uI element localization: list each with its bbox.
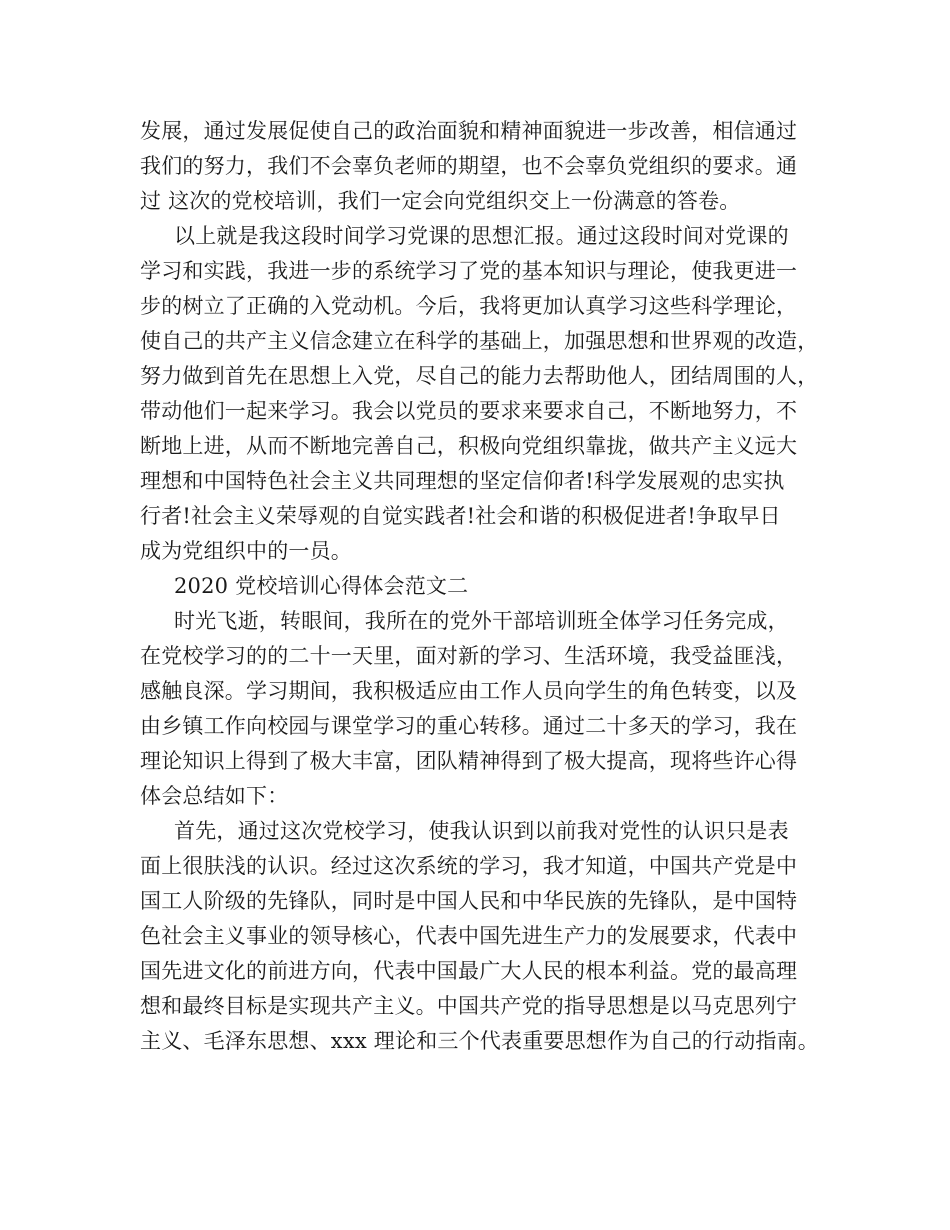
text-line: 发展，通过发展促使自己的政治面貌和精神面貌进一步改善，相信通过 — [140, 119, 798, 143]
text-line: 带动他们一起来学习。我会以党员的要求来要求自己，不断地努力，不 — [140, 399, 798, 423]
text-line: 感触良深。学习期间，我积极适应由工作人员向学生的角色转变，以及 — [140, 679, 798, 703]
text-line: 以上就是我这段时间学习党课的思想汇报。通过这段时间对党课的 — [174, 224, 789, 248]
text-line: 断地上进，从而不断地完善自己，积极向党组织靠拢，做共产主义远大 — [140, 434, 798, 458]
text-line: 时光飞逝，转眼间，我所在的党外干部培训班全体学习任务完成， — [174, 609, 789, 633]
text-line: 体会总结如下： — [140, 784, 289, 808]
text-line: 努力做到首先在思想上入党，尽自己的能力去帮助他人，团结周围的人， — [140, 364, 819, 388]
text-line: 国工人阶级的先锋队，同时是中国人民和中华民族的先锋队，是中国特 — [140, 889, 798, 913]
text-line: 国先进文化的前进方向，代表中国最广大人民的根本利益。党的最高理 — [140, 959, 798, 983]
text-line: 过 这次的党校培训，我们一定会向党组织交上一份满意的答卷。 — [140, 189, 741, 213]
text-line: 面上很肤浅的认识。经过这次系统的学习，我才知道，中国共产党是中 — [140, 854, 798, 878]
text-line: 行者!社会主义荣辱观的自觉实践者!社会和谐的积极促进者!争取早日 — [140, 504, 781, 528]
text-line: 成为党组织中的一员。 — [140, 539, 352, 563]
text-line: 学习和实践，我进一步的系统学习了党的基本知识与理论，使我更进一 — [140, 259, 798, 283]
text-line: 主义、毛泽东思想、xxx 理论和三个代表重要思想作为自己的行动指南。 — [140, 1029, 820, 1053]
text-line: 理想和中国特色社会主义共同理想的坚定信仰者!科学发展观的忠实执 — [140, 469, 785, 493]
document-body — [140, 114, 830, 1059]
text-line: 由乡镇工作向校园与课堂学习的重心转移。通过二十多天的学习，我在 — [140, 714, 798, 738]
text-line: 首先，通过这次党校学习，使我认识到以前我对党性的认识只是表 — [174, 819, 789, 843]
text-line: 使自己的共产主义信念建立在科学的基础上，加强思想和世界观的改造， — [140, 329, 819, 353]
text-line: 色社会主义事业的领导核心，代表中国先进生产力的发展要求，代表中 — [140, 924, 798, 948]
text-line: 2020 党校培训心得体会范文二 — [174, 574, 469, 598]
text-line: 想和最终目标是实现共产主义。中国共产党的指导思想是以马克思列宁 — [140, 994, 798, 1018]
text-line: 在党校学习的的二十一天里，面对新的学习、生活环境，我受益匪浅， — [140, 644, 798, 668]
text-line: 步的树立了正确的入党动机。今后，我将更加认真学习这些科学理论， — [140, 294, 798, 318]
text-line: 理论知识上得到了极大丰富，团队精神得到了极大提高，现将些许心得 — [140, 749, 798, 773]
text-line: 我们的努力，我们不会辜负老师的期望，也不会辜负党组织的要求。通 — [140, 154, 798, 178]
